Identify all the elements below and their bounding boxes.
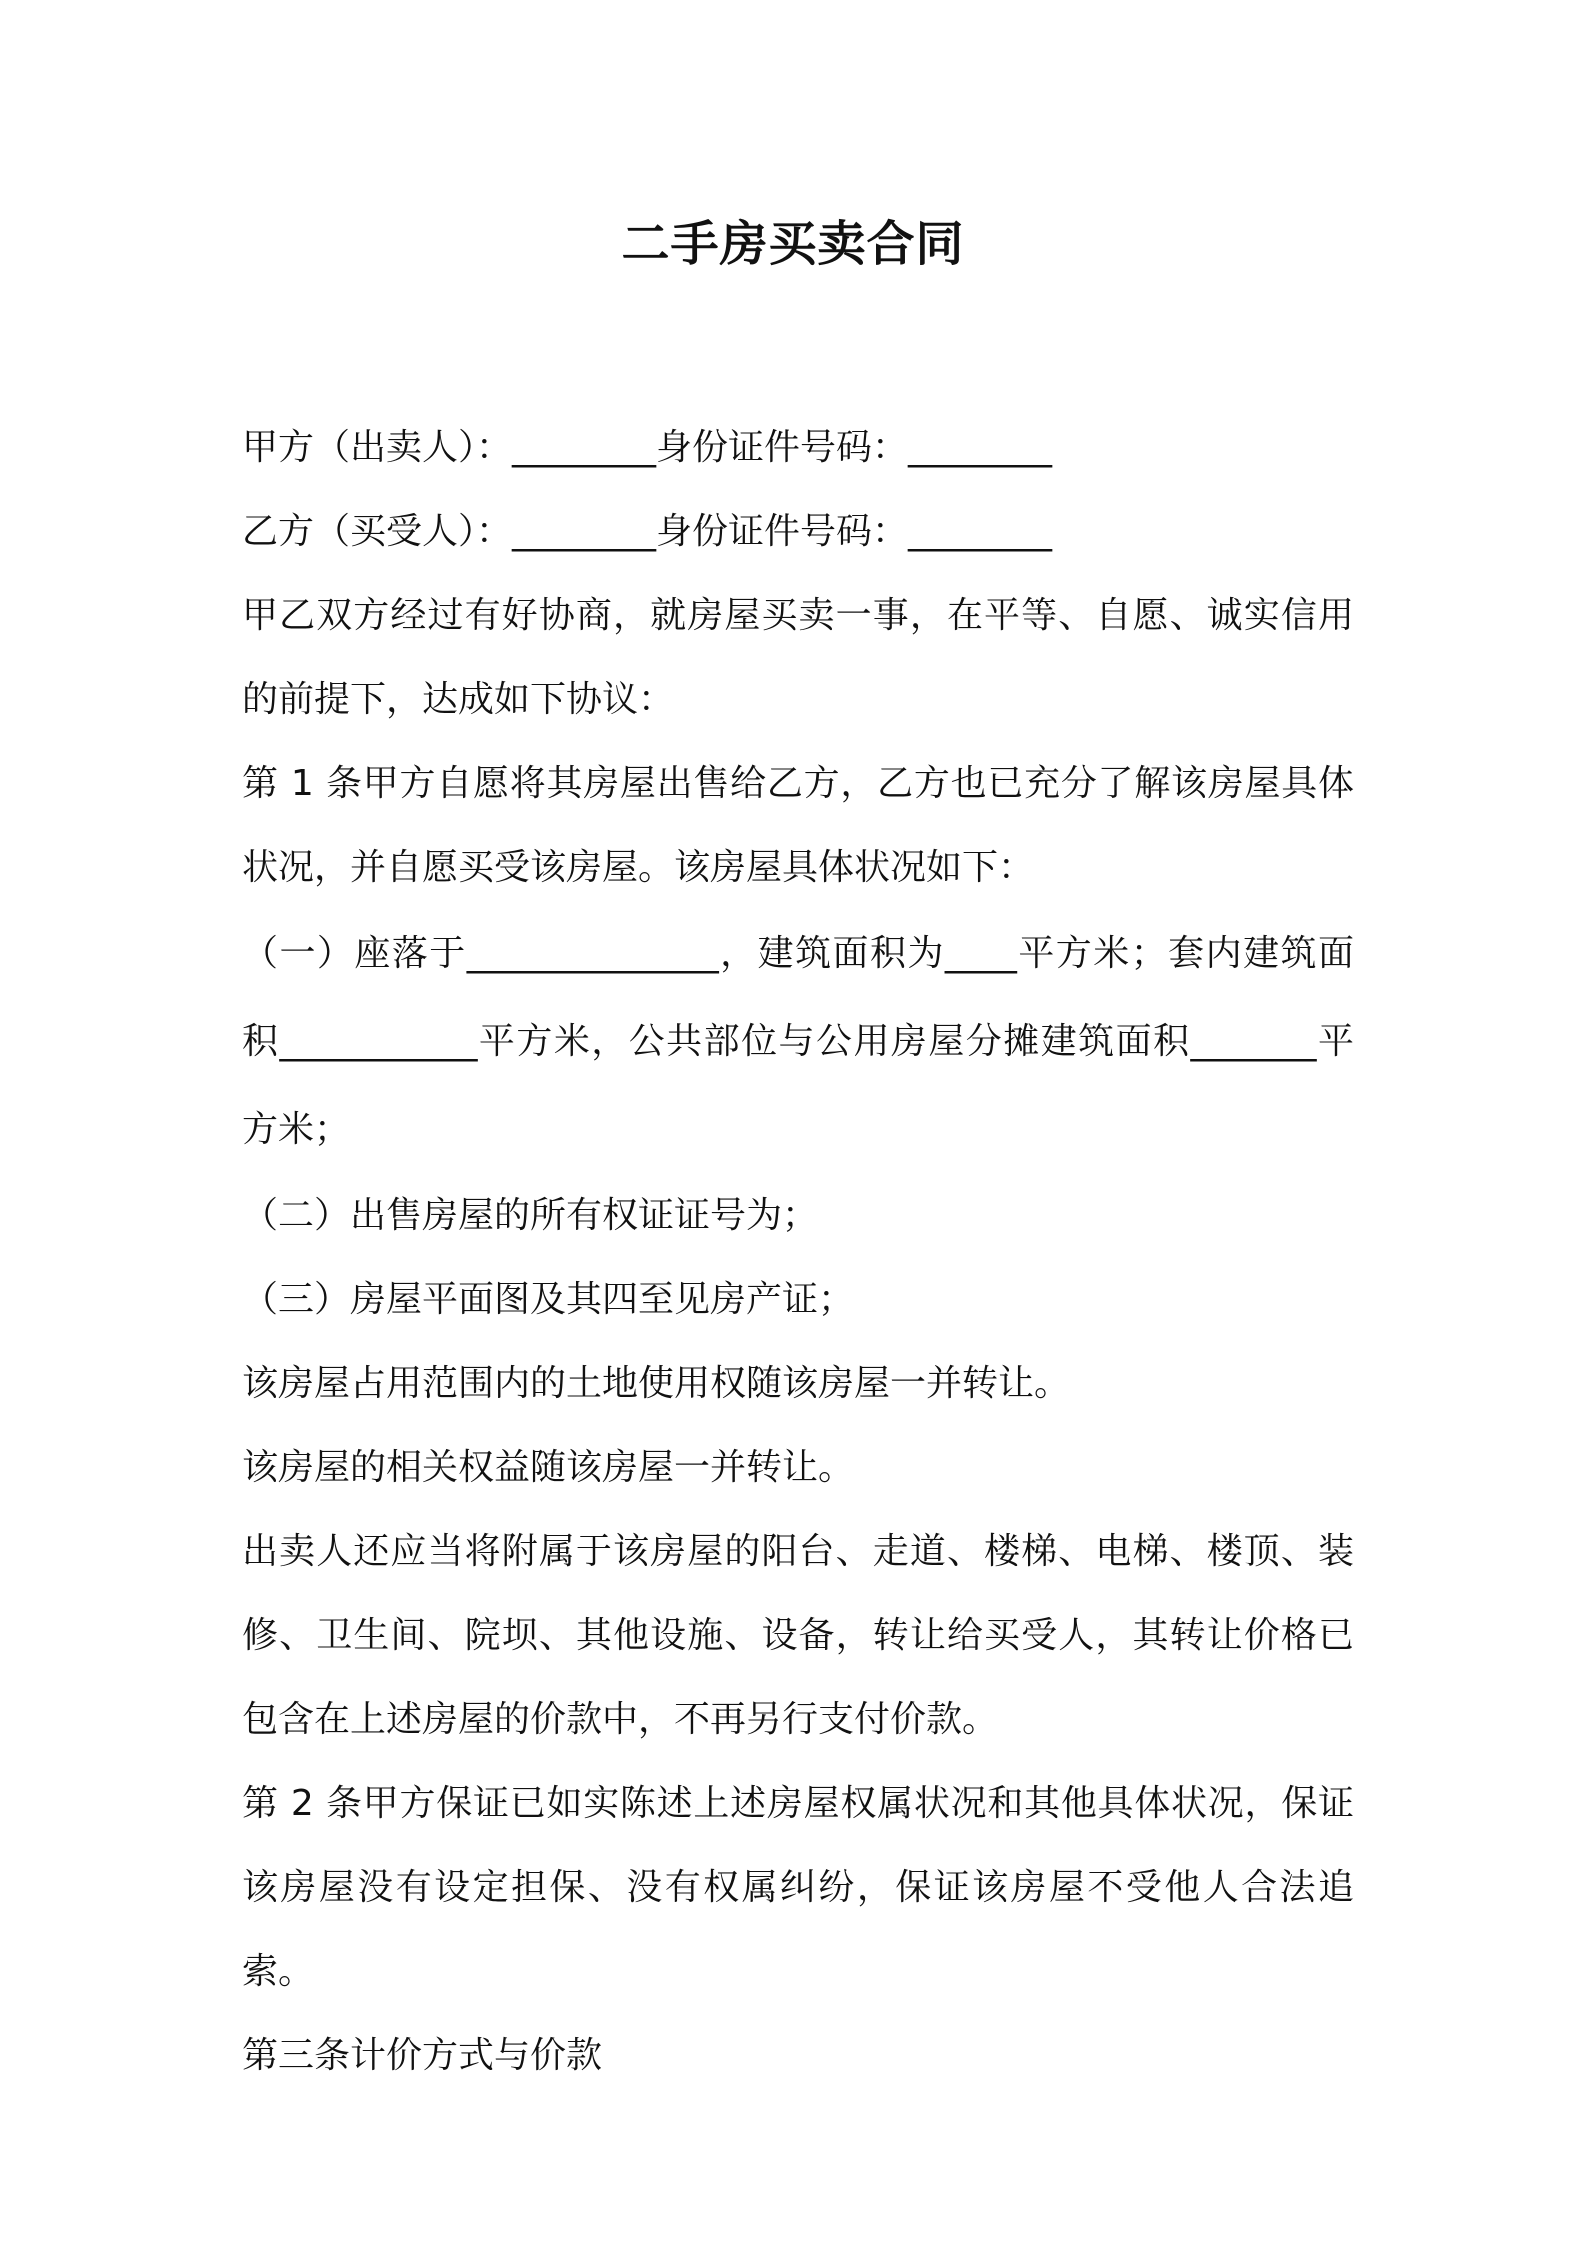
certificate-number-line: （二）出售房屋的所有权证证号为； <box>242 1195 819 1236</box>
preamble-paragraph: 甲乙双方经过有好协商，就房屋买卖一事，在平等、自愿、诚实信用的前提下，达成如下协议： <box>242 595 1354 720</box>
article-3-heading: 第三条计价方式与价款 <box>242 2035 603 2076</box>
floor-plan-line: （三）房屋平面图及其四至见房产证； <box>242 1279 855 1320</box>
party-a-line: 甲方（出卖人）：________身份证件号码：________ <box>242 427 1053 468</box>
document-body <box>242 406 1354 2098</box>
property-location-paragraph: （一）座落于______________，建筑面积为____平方米；套内建筑面积___________平方米，公共部位与公用房屋分摊建筑面积_______平方米； <box>242 933 1354 1150</box>
party-b-line: 乙方（买受人）：________身份证件号码：________ <box>242 511 1053 552</box>
article-1-paragraph: 第 1 条甲方自愿将其房屋出售给乙方，乙方也已充分了解该房屋具体状况，并自愿买受该房屋。该房屋具体状况如下： <box>242 763 1354 888</box>
related-rights-line: 该房屋的相关权益随该房屋一并转让。 <box>242 1447 855 1488</box>
appurtenances-paragraph: 出卖人还应当将附属于该房屋的阳台、走道、楼梯、电梯、楼顶、装修、卫生间、院坝、其他设施、设备，转让给买受人，其转让价格已包含在上述房屋的价款中，不再另行支付价款。 <box>242 1531 1354 1740</box>
land-use-right-line: 该房屋占用范围内的土地使用权随该房屋一并转让。 <box>242 1363 1071 1404</box>
document-title: 二手房买卖合同 <box>621 216 965 272</box>
article-2-paragraph: 第 2 条甲方保证已如实陈述上述房屋权属状况和其他具体状况，保证该房屋没有设定担保、没有权属纠纷，保证该房屋不受他人合法追索。 <box>242 1783 1354 1992</box>
